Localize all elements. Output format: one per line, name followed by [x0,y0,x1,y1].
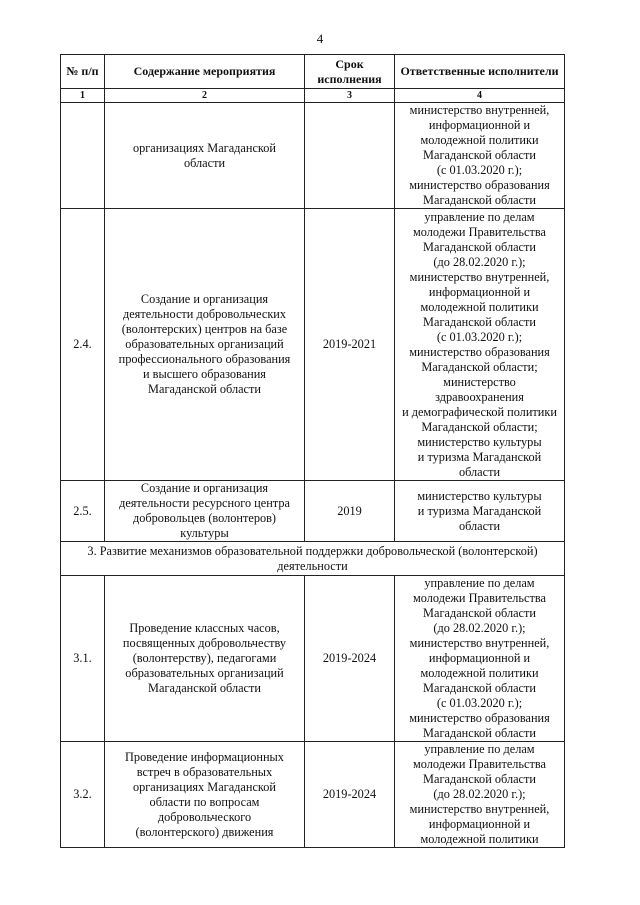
text-line: Магаданской области [148,382,261,396]
text-line: информационной и [428,284,531,299]
text-line: (с 01.03.2020 г.); [436,696,523,710]
column-number: 3 [305,89,395,103]
text-line: и туризма Магаданской [417,449,542,464]
text-line: информационной и [428,817,531,831]
text-line: Магаданской области [148,681,261,695]
row-term: 2019 [305,481,395,542]
text-line: области [183,155,226,170]
table-row [61,209,565,481]
text-line: информационной и [428,651,531,665]
text-line: Проведение информационных [125,749,284,764]
text-line: (до 28.02.2020 г.); [433,787,526,801]
text-line: деятельности ресурсного центра [119,496,290,510]
table-row [61,576,565,742]
row-content [105,209,305,481]
text-line: посвященных добровольчеству [122,636,287,650]
text-line: министерство образования [409,178,550,192]
text-line: (волонтерского) движения [135,824,274,839]
text-line: и туризма Магаданской [417,503,542,518]
text-line: образовательных организаций [125,666,284,680]
text-line: министерство культуры [417,434,542,449]
text-line: информационной и [428,118,531,132]
text-line: деятельности добровольческих [122,307,287,321]
row-responsible [395,209,565,481]
page-number: 4 [316,31,324,46]
header-term: Срок исполнения [305,55,395,89]
text-line: молодежи Правительства [413,224,546,239]
text-line: (волонтерских) центров на базе [121,322,288,336]
text-line: Магаданской области [423,193,536,207]
column-number: 4 [395,89,565,103]
row-responsible [395,481,565,542]
row-content [105,742,305,848]
column-number-row [61,89,565,103]
text-line: и демографической политики [402,404,557,419]
row-num: 3.1. [61,576,105,742]
events-table [60,54,565,848]
text-line: (до 28.02.2020 г.); [433,621,526,635]
text-line: министерство культуры [417,488,542,503]
row-content [105,481,305,542]
text-line: Магаданской области [423,681,536,695]
text-line: (с 01.03.2020 г.); [436,163,523,177]
text-line: встреч в образовательных [136,764,273,779]
row-num: 2.4. [61,209,105,481]
text-line: образовательных организаций [125,337,284,351]
text-line: (с 01.03.2020 г.); [436,329,523,344]
text-line: министерство [443,374,516,389]
table-row [61,742,565,848]
section-title: 3. Развитие механизмов образовательной поддержки добровольческой (волонтерской) деятельности [61,542,565,576]
text-line: министерство внутренней, [409,103,550,117]
table-row [61,481,565,542]
text-line: управление по делам [424,209,535,224]
row-content [105,576,305,742]
text-line: министерство внутренней, [409,802,550,816]
header-content: Содержание мероприятия [105,55,305,89]
text-line: управление по делам [424,742,535,756]
row-num: 3.2. [61,742,105,848]
row-num: 2.5. [61,481,105,542]
text-line: (волонтерству), педагогами [132,651,277,665]
text-line: молодежной политики [420,299,539,314]
table-header-row [61,55,565,89]
row-responsible [395,103,565,209]
text-line: и высшего образования [143,367,266,381]
text-line: Магаданской области; [421,419,538,434]
text-line: Проведение классных часов, [129,621,280,635]
text-line: профессионального образования [118,352,291,366]
row-term [305,103,395,209]
text-line: Магаданской области [423,606,536,620]
text-line: молодежной политики [420,133,539,147]
text-line: здравоохранения [435,389,524,404]
row-term: 2019-2024 [305,576,395,742]
text-line: Магаданской области [423,726,536,740]
row-num [61,103,105,209]
text-line: Магаданской области [423,314,536,329]
table-row [61,103,565,209]
text-line: молодежи Правительства [413,591,546,605]
text-line: организациях Магаданской [132,779,277,794]
section-row [61,542,565,576]
text-line: Магаданской области [423,148,536,162]
header-num: № п/п [61,55,105,89]
text-line: добровольческого [157,809,252,824]
text-line: министерство образования [409,344,550,359]
column-number: 1 [61,89,105,103]
text-line: области [458,464,501,479]
row-responsible [395,742,565,848]
text-line: Создание и организация [140,292,269,306]
text-line: области по вопросам [149,794,260,809]
text-line: культуры [180,526,229,540]
column-number: 2 [105,89,305,103]
text-line: молодежной политики [420,666,539,680]
text-line: министерство образования [409,711,550,725]
text-line: организациях Магаданской [132,140,277,155]
row-responsible [395,576,565,742]
text-line: министерство внутренней, [409,269,550,284]
text-line: Создание и организация [140,481,269,495]
row-term: 2019-2021 [305,209,395,481]
row-content [105,103,305,209]
text-line: молодежи Правительства [413,757,546,771]
text-line: добровольцев (волонтеров) [132,511,277,525]
text-line: Магаданской области [423,772,536,786]
text-line: молодежной политики [420,832,539,846]
text-line: Магаданской области; [421,359,538,374]
header-responsible: Ответственные исполнители [395,55,565,89]
text-line: министерство внутренней, [409,636,550,650]
text-line: управление по делам [424,576,535,590]
text-line: Магаданской области [423,239,536,254]
text-line: области [458,518,501,533]
row-term: 2019-2024 [305,742,395,848]
text-line: (до 28.02.2020 г.); [433,254,526,269]
